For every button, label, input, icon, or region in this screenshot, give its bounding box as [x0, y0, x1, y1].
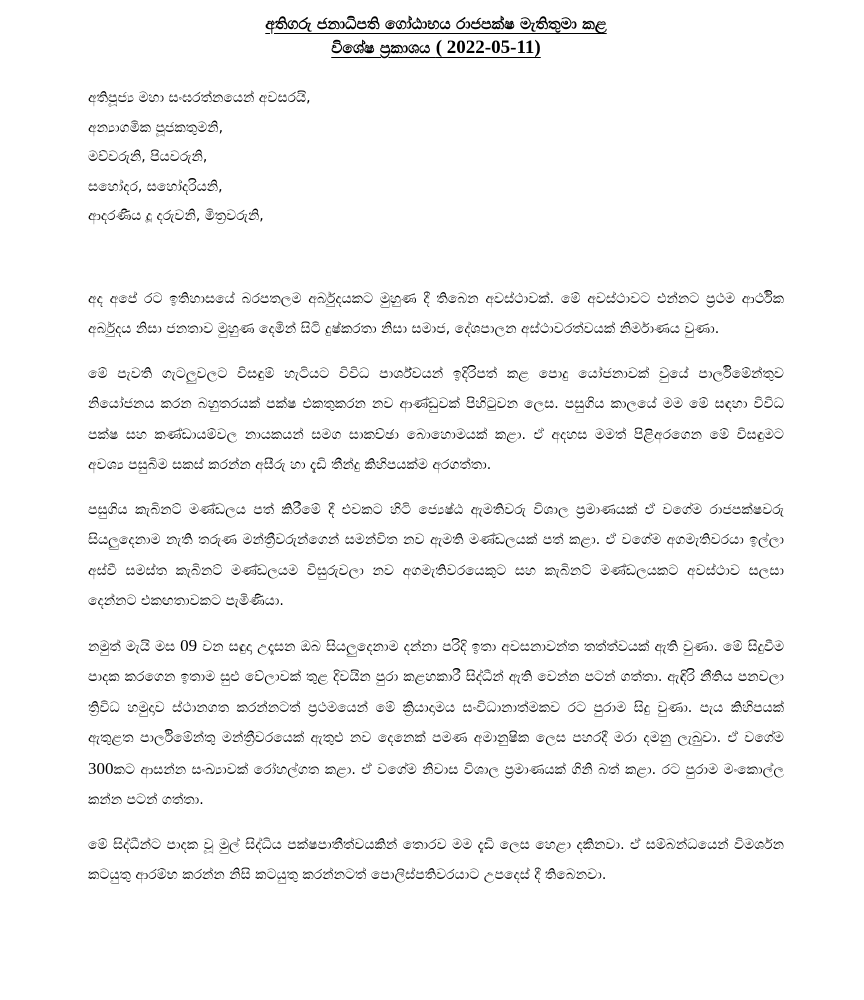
salutation-block	[88, 84, 784, 232]
salutation-line: අන්‍යාගමික පූජකතුමනි,	[88, 119, 224, 136]
casualty-count: 300	[88, 758, 114, 778]
statement-body	[88, 284, 784, 891]
salutation-line: සහෝදර, සහෝදරියනි,	[88, 178, 223, 195]
paragraph-1: අද අපේ රට ඉතිහාසයේ බරපතලම අර්බුදයකට මුහුණ දී තිබෙන අවස්ථාවක්. මේ අවස්ථාවට එන්නට ප්‍රථම ආර්ථික අර්බුදය නිසා ජනතාව මුහුණ දෙමින් සිටි දුෂ්කරතා නිසා සමාජ, දේශපාලන අස්ථාවරත්වයක් නිර්මාණය වුණා.	[88, 290, 784, 337]
date-number: 09	[180, 635, 198, 655]
paragraph-3: පසුගිය කැබිනට් මණ්ඩලය පත් කිරීමේ දී එවකට හිටි ජ්‍යෙෂ්ඨ ඇමතිවරු විශාල ප්‍රමාණයක් ඒ වගේම රාජපක්ෂවරු සියලුදෙනාම නැති තරුණ මන්ත්‍රීවරුන්ගෙන් සමන්විත නව ඇමති මණ්ඩලයක් පත් කළා. ඒ වගේම අගමැතිවරයා ඉල්ලා අස්වී සමස්ත කැබිනට් මණ්ඩලයම විසුරුවලා නව අගමැතිවරයෙකුට සහ කැබිනට් මණ්ඩලයකට අවස්ථාව සලසා දෙන්නට එකඟතාවකට පැමිණියා.	[88, 501, 784, 609]
title-line2-prefix: විශේෂ ප්‍රකාශය	[331, 39, 436, 57]
salutation-line: මව්වරුනි, පියවරුනි,	[88, 149, 208, 165]
paragraph-4-part: වන සඳුදා උදෑසන ඔබ සියලුදෙනාම දන්නා පරිදි ඉතා අවසනාවන්ත තත්ත්වයක් ඇති වුණා. මේ සිදුවීම පාදක කරගෙන ඉතාම සුළු වේලාවක් තුළ දිවයින පුරා කළහකාරී සිද්ධීන් ඇති වෙන්න පටන් ගත්තා. ඇඳිරි නීතිය පනවලා ත්‍රිවිධ හමුදාව ස්ථානගත කරන්නටත් ප්‍රථමයෙන් මේ ක්‍රියාදාමය සංවිධානාත්මකව රට පුරාම සිදු වුණා. පැය කිහිපයක් ඇතුළත පාර්ලිමේන්තු මන්ත්‍රීවරයෙක් ඇතුළු නව දෙනෙක් පමණ අමානුෂික ලෙස පහරදී මරා දමනු ලැබුවා. ඒ වගේම	[88, 638, 785, 746]
document-title-line2	[88, 36, 784, 60]
salutation-line: අතිපූජ්‍ය මහා සංඝරත්නයෙන් අවසරයි,	[88, 90, 311, 106]
paragraph-2: මේ පැවති ගැටලුවලට විසඳුම් හැටියට විවිධ පාර්ශ්වයන් ඉදිරිපත් කළ පොදු යෝජනාවක් වුයේ පාර්ලිමේන්තුව නියෝජනය කරන බහුතරයක් පක්ෂ එකතුකරන නව ආණ්ඩුවක් පිහිටුවන ලෙස. පසුගිය කාලයේ මම මේ සඳහා විවිධ පක්ෂ සහ කණ්ඩායම්වල නායකයන් සමග සාකච්ඡා බොහොමයක් කළා. ඒ අදහස මමත් පිළිඅරගෙන මේ විසඳුමට අවශ්‍ය පසුබිම සකස් කරන්න අසීරු හා දැඩි තීන්දු කිහිපයක්ම අරගත්තා.	[88, 365, 784, 473]
paragraph-5: මේ සිද්ධීන්ට පාදක වූ මුල් සිද්ධිය පක්ෂපාතීත්වයකින් තොරව මම දැඩි ලෙස හෙළා දකිනවා. ඒ සම්බන්ධයෙන් විමර්ශන කටයුතු ආරම්භ කරන්න නිසි කටයුතු කරන්නටත් පොලිස්පතිවරයාට උපදෙස් දී තිබෙනවා.	[88, 836, 784, 883]
document-title-line1	[88, 12, 784, 36]
salutation-line: ආදරණීය දූ දරුවනි, මිත්‍රවරුනි,	[88, 208, 264, 224]
title-line1-text: අතිගරු ජනාධිපති ගෝඨාභය රාජපක්ෂ මැතිතුමා කළ	[265, 15, 607, 33]
paragraph-4	[88, 631, 784, 816]
paragraph-4-part: නමුත් මැයි මස	[88, 638, 181, 655]
statement-date: ( 2022-05-11)	[435, 37, 541, 58]
paragraph-4-part: කට ආසන්න සංඛ්‍යාවක් රෝහල්ගත කළා. ඒ වගේම නිවාස විශාල ප්‍රමාණයක් ගිනි බත් කළා. රට පුරාම මංකොල්ල කන්න පටන් ගත්තා.	[88, 761, 784, 808]
